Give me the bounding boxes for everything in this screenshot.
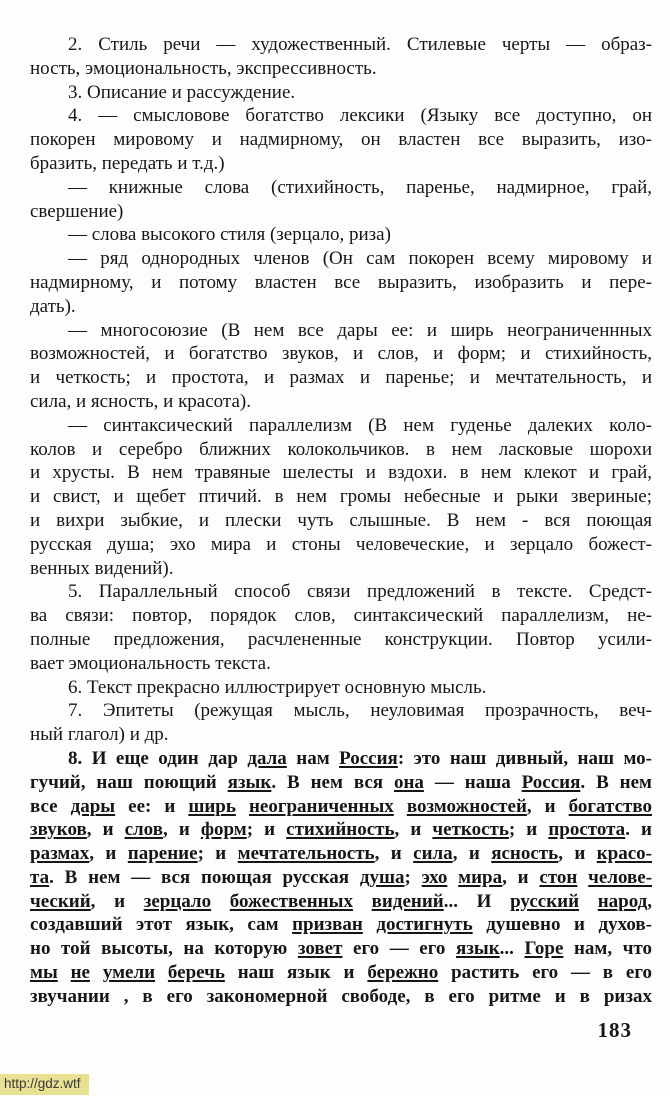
- text-segment: , и: [452, 843, 492, 865]
- underlined-word: Россия: [521, 771, 581, 793]
- underlined-word: зерцало: [143, 890, 212, 912]
- text-segment: 6. Текст прекрасно иллюстрирует основную мысль.: [68, 676, 487, 698]
- text-line: [30, 390, 652, 414]
- text-segment: , и: [394, 819, 433, 841]
- text-segment: . В нем вся: [271, 771, 394, 793]
- underlined-word: сила: [413, 843, 453, 865]
- text-line: [30, 200, 652, 224]
- underlined-word: стихийность: [286, 819, 395, 841]
- text-line: [30, 223, 652, 247]
- text-line: [30, 676, 652, 700]
- underlined-word: парение: [127, 843, 198, 865]
- text-line: [30, 33, 652, 57]
- text-segment: — многосоюзие (В нем все дары ее: и ширь неограниченнных: [68, 319, 652, 341]
- underlined-word: размах: [30, 843, 90, 865]
- text-line: [30, 295, 652, 319]
- text-segment: [394, 796, 407, 817]
- text-segment: ,: [647, 890, 653, 912]
- text-segment: вает эмоциональность текста.: [30, 652, 271, 674]
- text-segment: звучании , в его закономерной свободе, в его ритме и в ризах: [30, 985, 652, 1007]
- text-segment: — наша: [423, 771, 522, 793]
- underlined-word: простота: [548, 819, 626, 841]
- underlined-word: зовет: [297, 938, 343, 960]
- text-line: [30, 176, 652, 200]
- underlined-word: язык: [455, 938, 500, 960]
- text-segment: наш язык и: [224, 962, 368, 984]
- text-segment: ... И: [443, 890, 511, 912]
- text-segment: и вихри зыбкие, и плески чуть слышные. В нем - вся поющая: [30, 509, 652, 531]
- text-segment: , и: [162, 819, 201, 841]
- text-line: [30, 342, 652, 366]
- underlined-word: достигнуть: [376, 914, 473, 936]
- underlined-word: мы: [30, 962, 58, 984]
- text-segment: бразить, передать и т.д.): [30, 152, 225, 174]
- text-segment: [363, 914, 377, 935]
- text-line: [30, 795, 652, 819]
- text-segment: ...: [499, 938, 525, 960]
- text-line: [30, 699, 652, 723]
- text-segment: и четкость; и простота, и размах и паренье; и мечтательность, и: [30, 367, 652, 389]
- text-segment: его — его: [342, 938, 456, 960]
- text-segment: . и: [625, 819, 652, 841]
- text-line: [30, 604, 652, 628]
- text-segment: и свист, и щебет птичий. в нем громы небесные и рыки звериные;: [30, 486, 652, 508]
- text-block: [30, 33, 652, 1009]
- underlined-word: беречь: [167, 962, 225, 984]
- text-line: [30, 628, 652, 652]
- text-segment: 4. — смысловове богатство лексики (Языку все доступно, он: [68, 105, 652, 127]
- text-line: [30, 866, 652, 890]
- underlined-word: язык: [227, 771, 272, 793]
- text-line: [30, 152, 652, 176]
- text-segment: , и: [90, 890, 144, 912]
- text-segment: ; и: [246, 819, 287, 841]
- underlined-word: неограниченных: [248, 795, 394, 817]
- underlined-word: Горе: [524, 938, 564, 960]
- text-segment: дать).: [30, 295, 76, 317]
- text-segment: растить его — в его: [438, 962, 652, 984]
- underlined-word: эхо: [421, 866, 448, 888]
- text-segment: . В нем: [580, 771, 652, 793]
- text-line: [30, 985, 652, 1009]
- text-line: [30, 438, 652, 462]
- underlined-word: дары: [70, 795, 116, 817]
- text-segment: колов и серебро ближних колокольчиков. в нем ласковые шорохи: [30, 438, 652, 460]
- underlined-word: слов: [124, 819, 163, 841]
- underlined-word: видений: [371, 890, 444, 912]
- underlined-word: красо-: [596, 843, 653, 865]
- watermark-badge: http://gdz.wtf: [0, 1074, 89, 1095]
- text-segment: [236, 796, 249, 817]
- page-number: 183: [597, 1018, 632, 1042]
- text-segment: и хрусты. В нем травяные шелесты и вздохи. в нем клекот и грай,: [30, 462, 652, 484]
- text-segment: , и: [526, 795, 569, 817]
- underlined-word: призван: [292, 914, 363, 936]
- underlined-word: русский: [510, 890, 580, 912]
- text-line: [30, 128, 652, 152]
- text-line: [30, 961, 652, 985]
- text-segment: , и: [374, 843, 414, 865]
- text-segment: русская душа; эхо мира и стоны человеческие, и зерцало божест-: [30, 533, 652, 555]
- underlined-word: она: [393, 771, 424, 793]
- text-line: [30, 271, 652, 295]
- text-line: [30, 842, 652, 866]
- underlined-word: челове-: [588, 866, 653, 888]
- text-segment: полные предложения, расчлененные конструкции. Повтор усили-: [30, 628, 652, 650]
- text-line: [30, 509, 652, 533]
- text-segment: покорен мировому и надмирному, он властен все выразить, изо-: [30, 129, 652, 151]
- text-segment: [579, 891, 598, 912]
- underlined-word: божественных: [229, 890, 353, 912]
- text-line: [30, 414, 652, 438]
- underlined-word: не: [70, 962, 90, 984]
- text-segment: — синтаксический параллелизм (В нем гуденье далеких коло-: [68, 414, 652, 436]
- text-line: [30, 937, 652, 961]
- underlined-word: ширь: [188, 795, 236, 817]
- text-segment: [155, 962, 168, 983]
- text-segment: ва связи: повтор, порядок слов, синтаксический параллелизм, не-: [30, 605, 652, 627]
- text-segment: ; и: [197, 843, 238, 865]
- text-segment: свершение): [30, 200, 124, 222]
- text-line: [30, 771, 652, 795]
- text-segment: — ряд однородных членов (Он сам покорен всему мировому и: [68, 248, 652, 270]
- underlined-word: народ: [597, 890, 648, 912]
- underlined-word: дала: [247, 747, 287, 769]
- text-segment: — слова высокого стиля (зерцало, риза): [68, 224, 391, 246]
- underlined-word: стон: [539, 866, 578, 888]
- text-segment: 8. И еще один дар: [68, 747, 248, 769]
- text-segment: [577, 867, 588, 888]
- underlined-word: звуков: [30, 819, 87, 841]
- underlined-word: та: [30, 866, 50, 888]
- text-line: [30, 818, 652, 842]
- underlined-word: Россия: [339, 747, 398, 769]
- text-line: [30, 247, 652, 271]
- text-segment: ность, эмоциональность, экспрессивность.: [30, 57, 377, 79]
- text-segment: венных видений).: [30, 557, 174, 579]
- text-segment: создавший этот язык, сам: [30, 914, 293, 936]
- text-line: [30, 533, 652, 557]
- text-segment: , и: [558, 843, 597, 865]
- text-segment: но той высоты, на которую: [30, 938, 298, 960]
- text-segment: : это наш дивный, наш мо-: [397, 747, 652, 769]
- text-segment: нам, что: [563, 938, 652, 960]
- text-segment: [58, 962, 71, 983]
- text-segment: 3. Описание и рассуждение.: [68, 81, 296, 103]
- text-line: [30, 723, 652, 747]
- text-segment: нам: [286, 747, 340, 769]
- text-segment: гучий, наш поющий: [30, 771, 228, 793]
- text-segment: , и: [502, 866, 540, 888]
- text-line: [30, 104, 652, 128]
- text-segment: — книжные слова (стихийность, паренье, надмирное, грай,: [68, 176, 652, 198]
- text-segment: ный глагол) и др.: [30, 724, 169, 746]
- text-segment: все: [30, 795, 71, 817]
- text-line: [30, 57, 652, 81]
- text-line: [30, 319, 652, 343]
- text-segment: . В нем — вся поющая русская: [49, 866, 360, 888]
- text-segment: душевно и духов-: [472, 914, 653, 936]
- text-line: [30, 557, 652, 581]
- text-segment: ее: и: [115, 795, 189, 817]
- text-line: [30, 485, 652, 509]
- text-line: [30, 580, 652, 604]
- underlined-word: ческий: [30, 890, 91, 912]
- text-segment: 2. Стиль речи — художественный. Стилевые черты — образ-: [68, 34, 652, 55]
- underlined-word: умели: [102, 962, 156, 984]
- underlined-word: бережно: [367, 962, 439, 984]
- underlined-word: богатство: [568, 795, 652, 817]
- text-segment: , и: [86, 819, 125, 841]
- text-segment: возможностей, и богатство звуков, и слов, и форм; и стихийность,: [30, 343, 652, 365]
- text-line: [30, 890, 652, 914]
- text-segment: сила, и ясность, и красота).: [30, 390, 251, 412]
- underlined-word: возможностей: [406, 795, 527, 817]
- text-line: [30, 747, 652, 771]
- underlined-word: форм: [200, 819, 247, 841]
- text-segment: [90, 962, 103, 983]
- text-segment: ;: [404, 866, 422, 888]
- text-line: [30, 461, 652, 485]
- text-segment: 7. Эпитеты (режущая мысль, неуловимая прозрачность, веч-: [68, 700, 652, 722]
- underlined-word: мира: [458, 866, 503, 888]
- text-line: [30, 652, 652, 676]
- text-segment: ; и: [508, 819, 549, 841]
- underlined-word: ясность: [491, 843, 559, 865]
- text-segment: , и: [89, 843, 128, 865]
- text-segment: [447, 867, 458, 888]
- text-segment: надмирному, и потому властен все выразить, изобразить и пере-: [30, 271, 652, 293]
- text-segment: 5. Параллельный способ связи предложений в тексте. Средст-: [68, 581, 652, 603]
- text-line: [30, 81, 652, 105]
- text-line: [30, 366, 652, 390]
- text-segment: [211, 891, 230, 912]
- text-segment: [353, 891, 372, 912]
- text-line: [30, 913, 652, 937]
- underlined-word: мечтательность: [237, 843, 375, 865]
- underlined-word: душа: [359, 866, 405, 888]
- underlined-word: четкость: [432, 819, 509, 841]
